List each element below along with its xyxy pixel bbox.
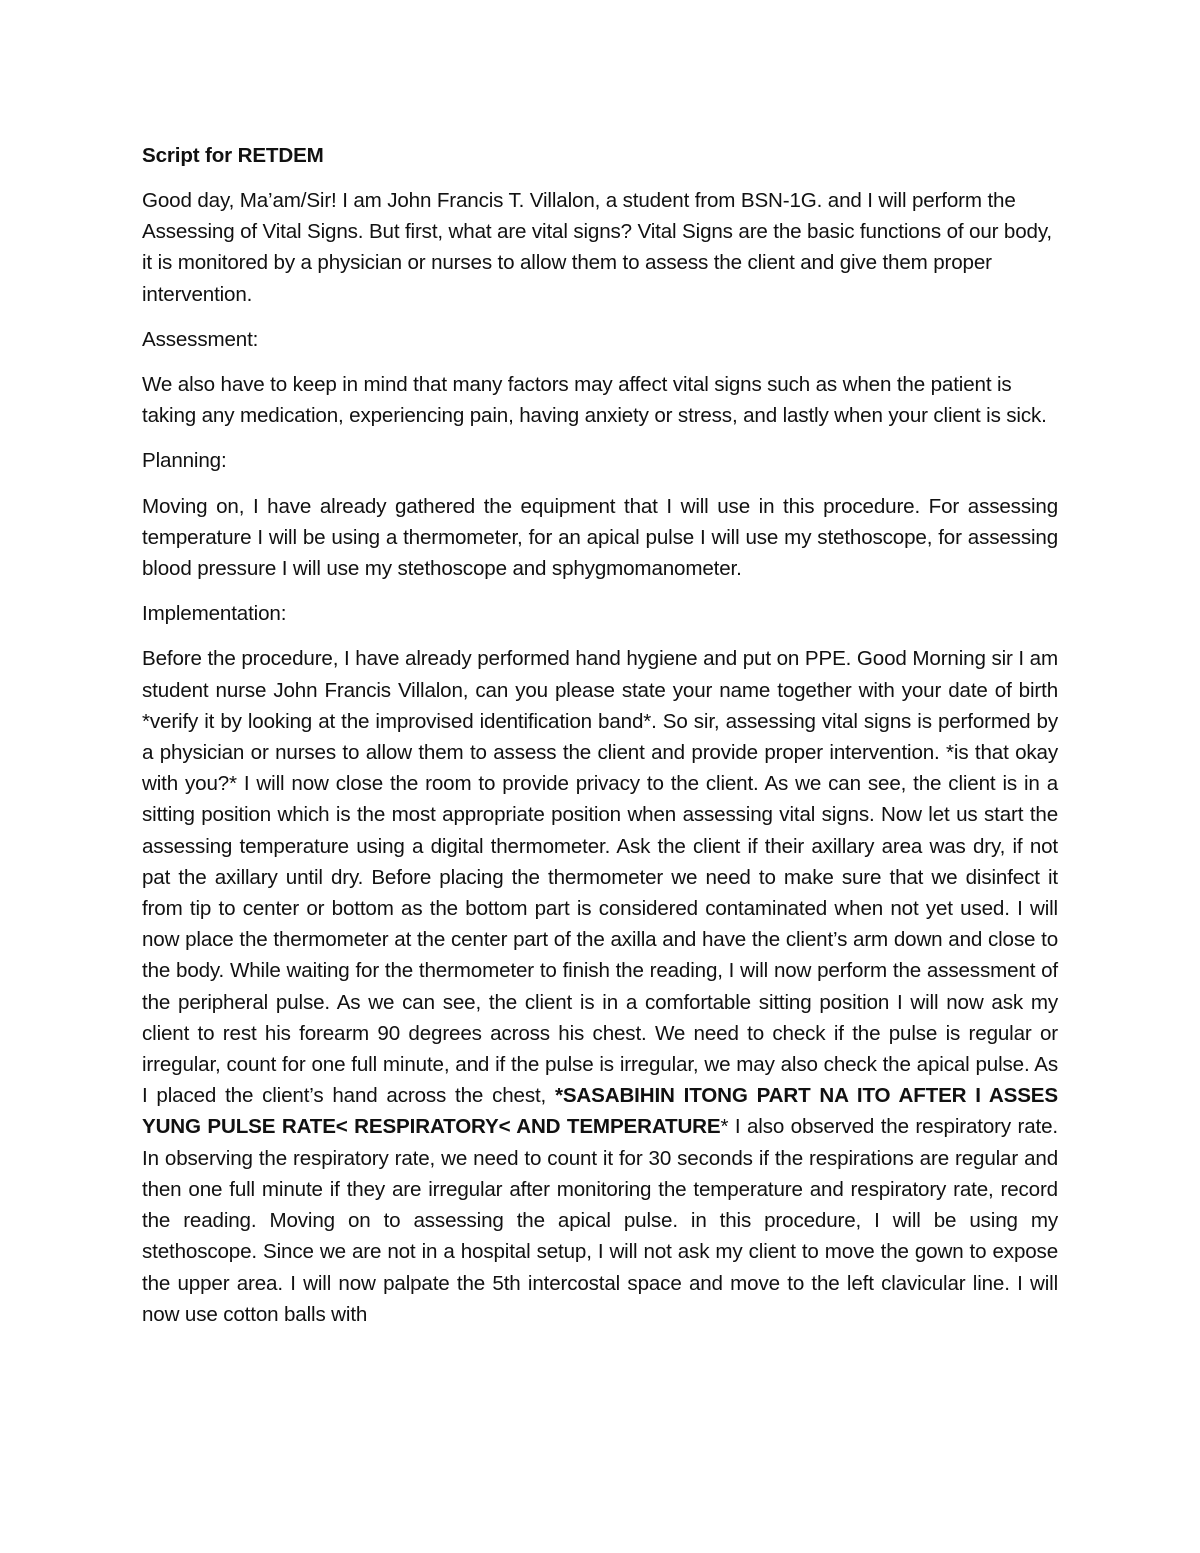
- implementation-text-part1: Before the procedure, I have already performed hand hygiene and put on PPE. Good Morning sir I am student nurse John Francis Villalon, can you please state your name together with your date of birth *verify it by looking at the improvised identification band*. So sir, assessing vital signs is performed by a physician or nurses to allow them to assess the client and provide proper intervention. *is that okay with you?* I will now close the room to provide privacy to the client. As we can see, the client is in a sitting position which is the most appropriate position when assessing vital signs. Now let us start the assessing temperature using a digital thermometer. Ask the client if their axillary area was dry, if not pat the axillary until dry. Before placing the thermometer we need to make sure that we disinfect it from tip to center or bottom as the bottom part is considered contaminated when not yet used. I will now place the thermometer at the center part of the axilla and have the client’s arm down and close to the body. While waiting for the thermometer to finish the reading, I will now perform the assessment of the peripheral pulse. As we can see, the client is in a comfortable sitting position I will now ask my client to rest his forearm 90 degrees across his chest. We need to check if the pulse is regular or irregular, count for one full minute, and if the pulse is irregular, we may also check the apical pulse. As I placed the client’s hand across the chest,: [142, 647, 1058, 1108]
- implementation-heading: Implementation:: [142, 602, 287, 626]
- document-title: Script for RETDEM: [142, 144, 324, 167]
- document-page: [142, 140, 1058, 1344]
- planning-heading: Planning:: [142, 449, 227, 473]
- implementation-text-part2: * I also observed the respiratory rate. In observing the respiratory rate, we need to count it for 30 seconds if the respirations are regular and then one full minute if they are irregular after monitoring the temperature and respiratory rate, record the reading. Moving on to assessing the apical pulse. in this procedure, I will be using my stethoscope. Since we are not in a hospital setup, I will not ask my client to move the gown to expose the upper area. I will now palpate the 5th intercostal space and move to the left clavicular line. I will now use cotton balls with: [142, 1115, 1059, 1326]
- implementation-bold-note: *SASABIHIN ITONG PART NA ITO AFTER I ASSES YUNG PULSE RATE< RESPIRATORY< AND TEMPERATURE: [142, 1084, 1058, 1139]
- assessment-heading: Assessment:: [142, 327, 259, 351]
- planning-paragraph: Moving on, I have already gathered the equipment that I will use in this procedure. For assessing temperature I will be using a thermometer, for an apical pulse I will use my stethoscope, for assessing blood pressure I will use my stethoscope and sphygmomanometer.: [142, 494, 1058, 581]
- implementation-paragraph: [142, 643, 1058, 1329]
- intro-paragraph: Good day, Ma’am/Sir! I am John Francis T. Villalon, a student from BSN-1G. and I will perform the Assessing of Vital Signs. But first, what are vital signs? Vital Signs are the basic functions of our body, it is monitored by a physician or nurses to allow them to assess the client and give them proper intervention.: [142, 189, 1053, 306]
- assessment-paragraph: We also have to keep in mind that many factors may affect vital signs such as when the patient is taking any medication, experiencing pain, having anxiety or stress, and lastly when your client is sick.: [142, 373, 1047, 428]
